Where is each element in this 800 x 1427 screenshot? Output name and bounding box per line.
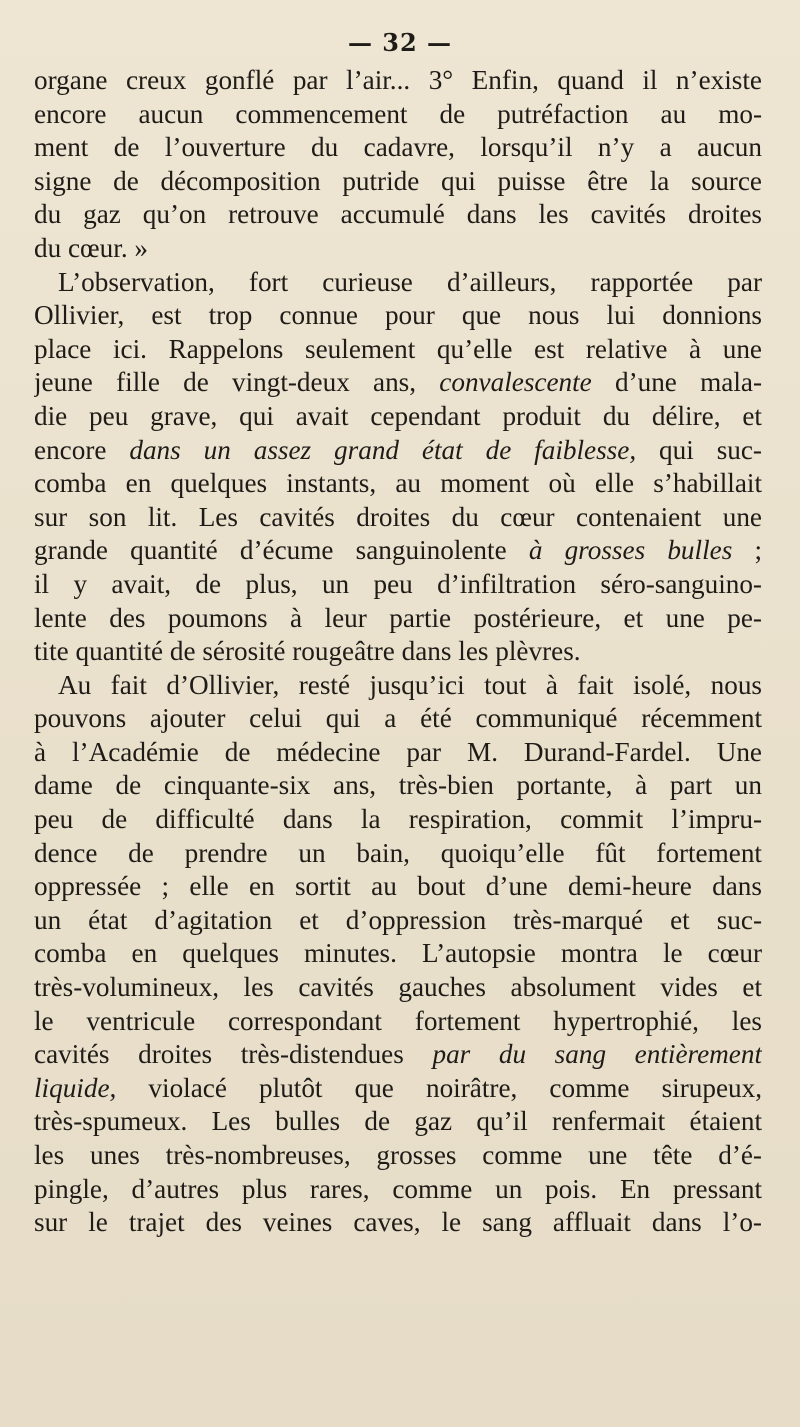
text-segment: comba en quelques minutes. L’autopsie montra le cœur (34, 938, 762, 969)
text-line (34, 803, 762, 837)
text-line (34, 1038, 762, 1072)
text-segment: dence de prendre un bain, quoiqu’elle fût fortement (34, 837, 762, 868)
text-line (34, 198, 762, 232)
text-line (34, 1072, 762, 1106)
text-line (34, 64, 762, 98)
text-segment: les unes très-nombreuses, grosses comme une tête d’é- (34, 1140, 762, 1170)
text-segment: encore aucun commencement de putréfaction au mo- (34, 98, 762, 129)
text-line (34, 467, 762, 501)
text-segment: pouvons ajouter celui qui a été communiqué récemment (34, 703, 762, 734)
text-segment: pingle, d’autres plus rares, comme un pois. En pressant (34, 1173, 762, 1204)
text-segment: du cœur. » (34, 232, 149, 263)
text-segment: place ici. Rappelons seulement qu’elle est relative à une (34, 333, 762, 364)
italic-text-segment: par du sang entièrement (432, 1039, 762, 1070)
text-line (34, 1005, 762, 1039)
text-segment: Au fait d’Ollivier, resté jusqu’ici tout à fait isolé, nous (58, 669, 762, 700)
body-text (34, 64, 762, 1240)
text-segment: grande quantité d’écume sanguinolente (34, 535, 529, 566)
page-number: — 32 — (347, 28, 453, 57)
text-line (34, 400, 762, 434)
text-segment: die peu grave, qui avait cependant produit du délire, et (34, 400, 762, 431)
italic-text-segment: à grosses bulles (528, 535, 733, 566)
text-segment: oppressée ; elle en sortit au bout d’une demi-heure dans (34, 871, 762, 902)
italic-text-segment: convalescente (439, 367, 592, 398)
text-segment: ; (732, 535, 762, 566)
text-line (34, 266, 762, 300)
text-line (34, 98, 762, 132)
text-line (34, 299, 762, 333)
text-line (34, 702, 762, 736)
text-segment: Ollivier, est trop connue pour que nous lui donnions (34, 300, 762, 331)
text-segment: il y avait, de plus, un peu d’infiltration séro-sanguino- (34, 568, 762, 599)
text-segment: signe de décomposition putride qui puisse être la source (34, 165, 762, 196)
text-segment: organe creux gonflé par l’air... 3° Enfin, quand il n’existe (34, 65, 762, 95)
text-segment: cavités droites très-distendues (34, 1039, 433, 1070)
text-segment: le ventricule correspondant fortement hypertrophié, les (34, 1005, 762, 1036)
text-line (34, 434, 762, 468)
text-line (34, 1206, 762, 1240)
text-line (34, 165, 762, 199)
text-segment: jeune fille de vingt-deux ans, (34, 367, 440, 398)
text-line (34, 534, 762, 568)
text-line (34, 736, 762, 770)
text-line (34, 501, 762, 535)
text-segment: très-volumineux, les cavités gauches absolument vides et (34, 972, 762, 1003)
text-line (34, 1173, 762, 1207)
text-line (34, 1139, 762, 1173)
text-segment: un état d’agitation et d’oppression très-marqué et suc- (34, 904, 762, 935)
text-segment: lente des poumons à leur partie postérieure, et une pe- (34, 602, 762, 633)
text-segment: dame de cinquante-six ans, très-bien portante, à part un (34, 770, 762, 801)
text-line (34, 937, 762, 971)
text-segment: violacé plutôt que noirâtre, comme sirupeux, (116, 1072, 762, 1103)
text-line (34, 769, 762, 803)
italic-text-segment: dans un assez grand état de faiblesse, (129, 434, 637, 465)
text-line (34, 904, 762, 938)
text-line (34, 366, 762, 400)
text-line (34, 568, 762, 602)
text-segment: sur le trajet des veines caves, le sang affluait dans l’o- (34, 1207, 762, 1238)
text-segment: qui suc- (636, 434, 762, 465)
text-line (34, 669, 762, 703)
text-segment: d’une mala- (591, 367, 762, 398)
text-line (34, 131, 762, 165)
text-segment: encore (34, 434, 130, 465)
text-line (34, 1105, 762, 1139)
text-line (34, 602, 762, 636)
text-segment: comba en quelques instants, au moment où elle s’habillait (34, 468, 762, 499)
text-line (34, 971, 762, 1005)
text-segment: ment de l’ouverture du cadavre, lorsqu’il n’y a aucun (34, 132, 762, 163)
text-line (34, 837, 762, 871)
text-segment: très-spumeux. Les bulles de gaz qu’il renfermait étaient (34, 1106, 762, 1137)
text-line (34, 635, 762, 669)
text-segment: peu de difficulté dans la respiration, commit l’impru- (34, 804, 762, 835)
text-segment: à l’Académie de médecine par M. Durand-Fardel. Une (34, 736, 762, 767)
text-segment: tite quantité de sérosité rougeâtre dans les plèvres. (34, 636, 581, 667)
text-line (34, 870, 762, 904)
italic-text-segment: liquide, (34, 1072, 117, 1103)
text-line (34, 232, 762, 266)
text-segment: du gaz qu’on retrouve accumulé dans les cavités droites (34, 199, 762, 230)
text-line (34, 333, 762, 367)
text-segment: sur son lit. Les cavités droites du cœur contenaient une (34, 501, 762, 532)
text-segment: L’observation, fort curieuse d’ailleurs, rapportée par (58, 266, 762, 297)
